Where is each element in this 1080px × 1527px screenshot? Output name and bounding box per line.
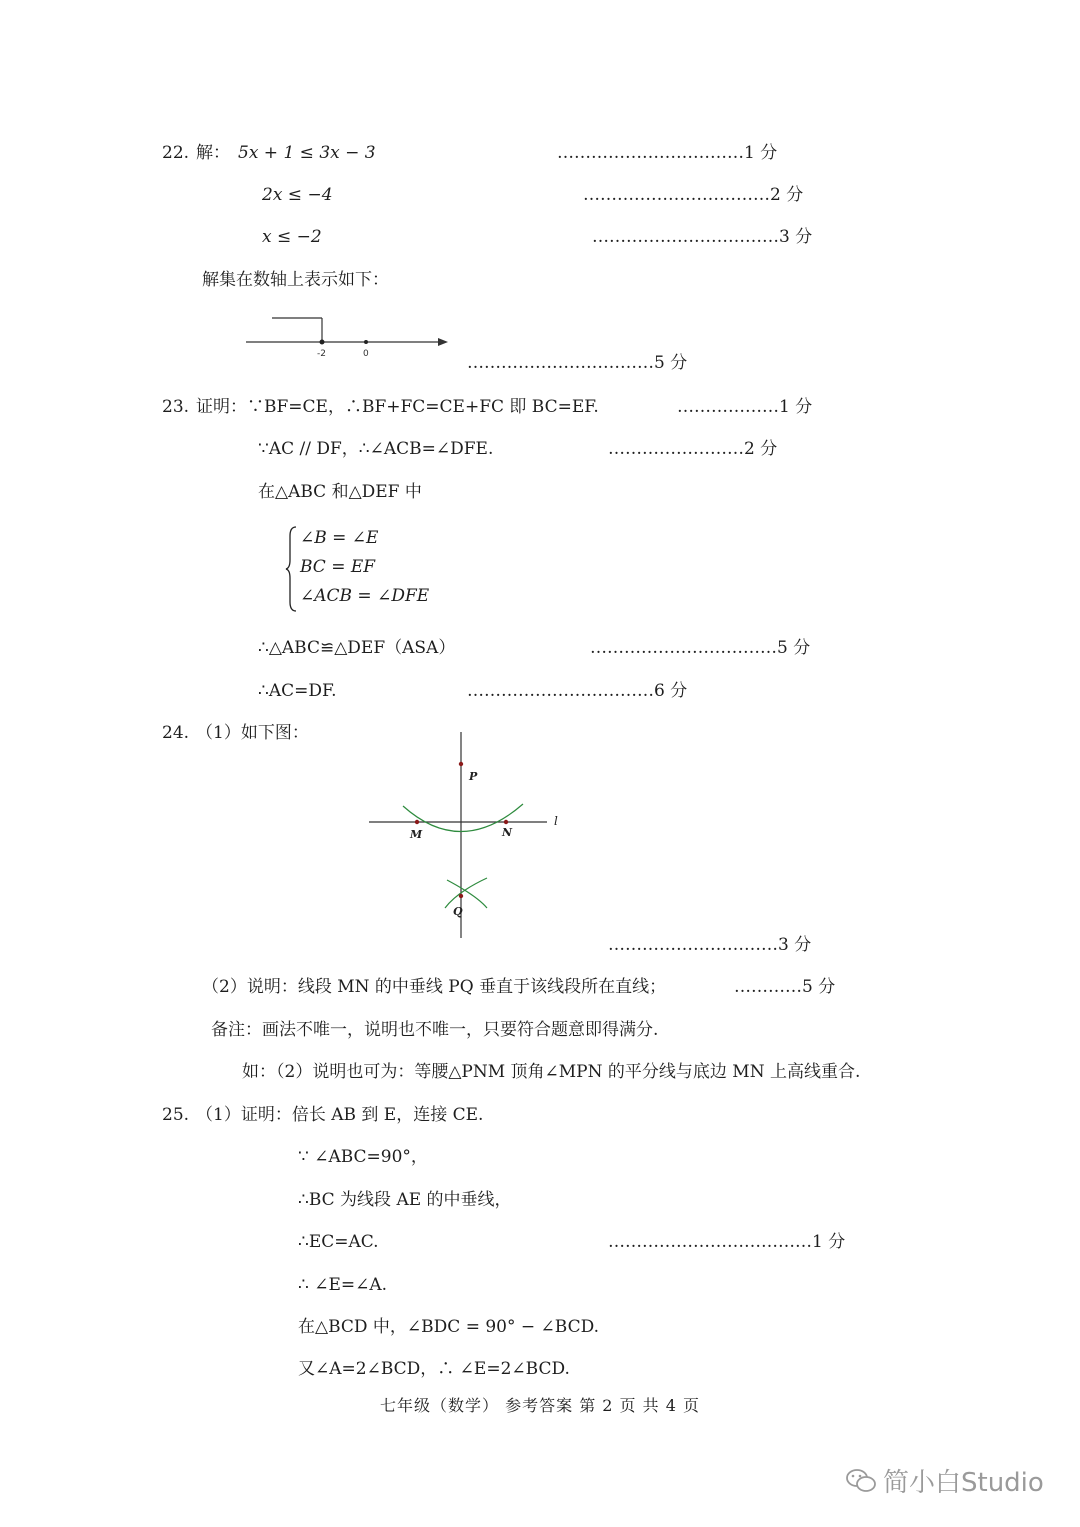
q23-line1: 证明：∵BF=CE，∴BF+FC=CE+FC 即 BC=EF. — [196, 397, 599, 417]
tick-label-zero: 0 — [363, 349, 369, 359]
q22-step3-score: ……………………………3 分 — [592, 227, 813, 247]
q25-line7: 又∠A=2∠BCD，∴ ∠E=2∠BCD. — [298, 1359, 570, 1379]
q22-numberline-score: ……………………………5 分 — [467, 353, 688, 373]
point-n — [504, 820, 508, 824]
q23-system-line1: ∠B = ∠E — [300, 528, 379, 548]
label-p: P — [469, 770, 478, 783]
q23-line5: ∴AC=DF. — [258, 681, 337, 701]
label-q: Q — [453, 905, 463, 918]
q23-line5-score: ……………………………6 分 — [467, 681, 688, 701]
q25-line2: ∵ ∠ABC=90°， — [298, 1147, 428, 1167]
label-m: M — [410, 828, 423, 841]
q24-part2: （2）说明：线段 MN 的中垂线 PQ 垂直于该线段所在直线； — [202, 977, 667, 997]
point-zero — [364, 340, 368, 344]
axis-arrow-icon — [438, 338, 448, 346]
q22-step1: 5x + 1 ≤ 3x − 3 — [238, 143, 376, 163]
point-neg2 — [320, 340, 325, 345]
point-q — [459, 894, 463, 898]
q23-system-line3: ∠ACB = ∠DFE — [300, 586, 430, 606]
page-footer: 七年级（数学） 参考答案 第 2 页 共 4 页 — [380, 1396, 700, 1415]
q23-line2-score: ……………………2 分 — [608, 439, 778, 459]
q23-number: 23. — [162, 397, 190, 417]
q22-step2-score: ……………………………2 分 — [583, 185, 804, 205]
q22-lead: 解： — [196, 143, 230, 163]
tick-label-neg2: -2 — [317, 349, 326, 359]
q25-number: 25. — [162, 1105, 190, 1125]
wechat-icon — [845, 1467, 877, 1495]
q24-part1: （1）如下图： — [196, 723, 309, 743]
q25-line4: ∴EC=AC. — [298, 1232, 379, 1252]
watermark — [845, 1462, 1044, 1499]
label-n: N — [502, 826, 513, 839]
q23-line3: 在△ABC 和△DEF 中 — [258, 482, 422, 502]
perpendicular-bisector-figure — [365, 728, 575, 943]
q25-line6: 在△BCD 中，∠BDC = 90° − ∠BCD. — [298, 1317, 600, 1337]
point-p — [459, 762, 463, 766]
q23-line4: ∴△ABC≌△DEF（ASA） — [258, 638, 456, 658]
q22-step1-score: ……………………………1 分 — [557, 143, 778, 163]
point-m — [415, 820, 419, 824]
q24-part2-score: …………5 分 — [734, 977, 836, 997]
q24-note: 备注：画法不唯一，说明也不唯一，只要符合题意即得满分. — [211, 1020, 659, 1040]
arc-q1 — [447, 880, 487, 908]
q25-line1: （1）证明：倍长 AB 到 E，连接 CE. — [196, 1105, 484, 1125]
q24-number: 24. — [162, 723, 190, 743]
q24-example: 如：（2）说明也可为：等腰△PNM 顶角∠MPN 的平分线与底边 MN 上高线重合. — [242, 1062, 861, 1082]
label-l: l — [554, 814, 558, 828]
left-brace-icon — [284, 524, 298, 614]
q25-line4-score: ………………………………1 分 — [608, 1232, 846, 1252]
q22-number: 22. — [162, 143, 190, 163]
number-line-figure — [240, 308, 460, 368]
q23-system-line2: BC = EF — [300, 557, 376, 577]
q23-line4-score: ……………………………5 分 — [590, 638, 811, 658]
q22-step2: 2x ≤ −4 — [262, 185, 333, 205]
q25-line5: ∴ ∠E=∠A. — [298, 1275, 388, 1295]
q23-line1-score: ………………1 分 — [677, 397, 813, 417]
q22-step3: x ≤ −2 — [262, 227, 322, 247]
q24-figure-score: …………………………3 分 — [608, 935, 812, 955]
q23-line2: ∵AC // DF，∴∠ACB=∠DFE. — [258, 439, 494, 459]
q25-line3: ∴BC 为线段 AE 的中垂线， — [298, 1190, 512, 1210]
watermark-text: 简小白Studio — [883, 1468, 1044, 1498]
q22-numberline-caption: 解集在数轴上表示如下： — [202, 270, 389, 290]
